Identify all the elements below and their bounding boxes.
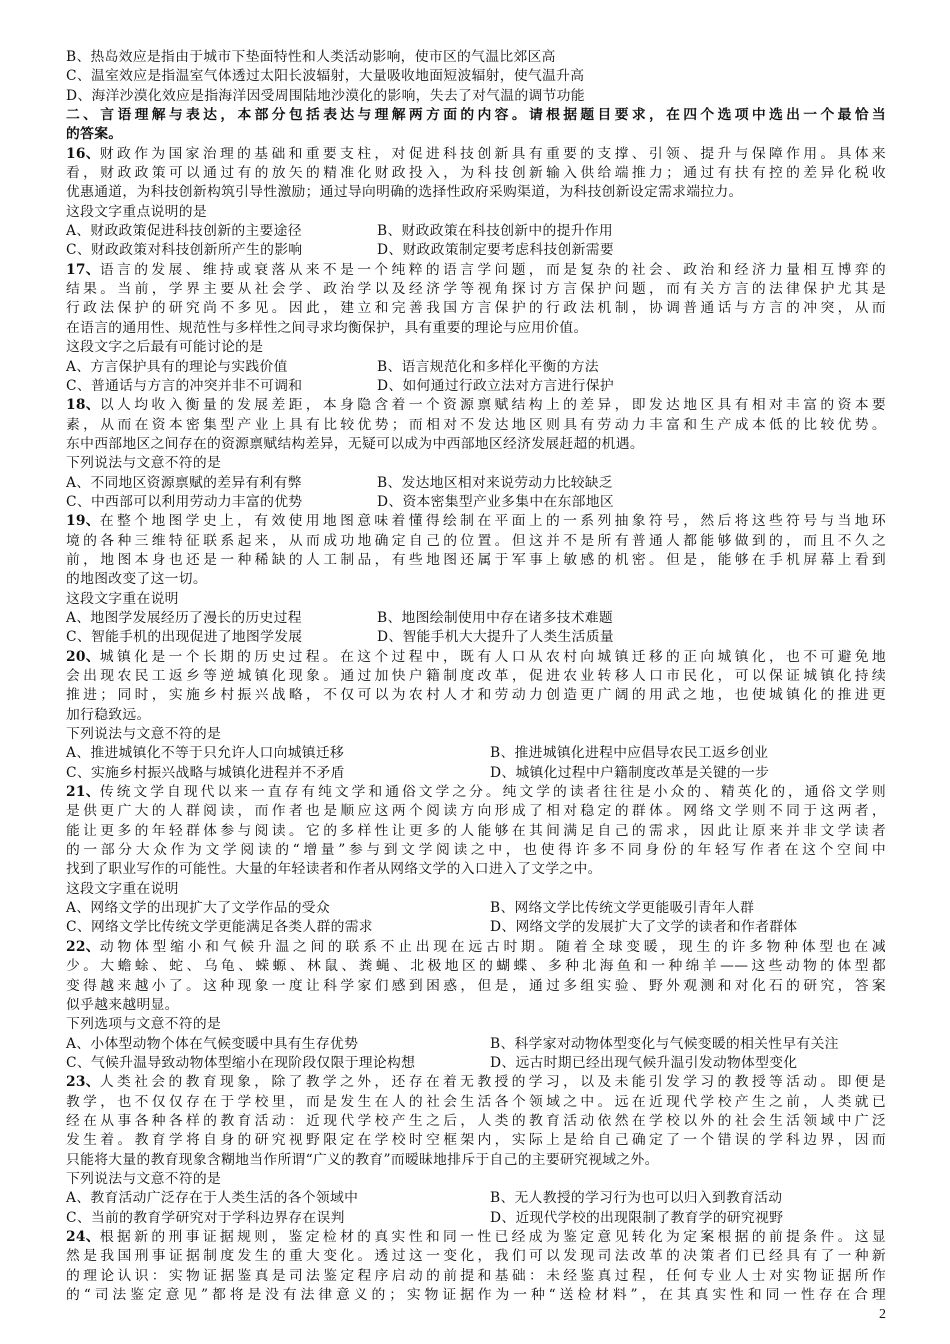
option-row xyxy=(66,609,886,628)
answer-option[interactable]: C、中西部可以利用劳动力丰富的优势 xyxy=(66,493,303,510)
question-number: 21、 xyxy=(66,784,100,801)
option-row xyxy=(66,764,886,783)
answer-option[interactable]: B、无人教授的学习行为也可以归入到教育活动 xyxy=(490,1190,783,1207)
question-text-line: 经在从事各种各样的教育活动：近现代学校产生之后，人类的教育活动依然在学校以外的社会生活领域中广泛 xyxy=(66,1112,886,1129)
question-23 xyxy=(66,1073,886,1228)
answer-option[interactable]: C、智能手机的出现促进了地图学发展 xyxy=(66,629,303,646)
option-row xyxy=(66,628,886,647)
answer-option[interactable]: D、财政政策制定要考虑科技创新需要 xyxy=(377,242,614,259)
option-row xyxy=(66,1035,886,1054)
answer-option[interactable]: B、推进城镇化进程中应倡导农民工返乡创业 xyxy=(490,745,769,762)
answer-option[interactable]: D、近现代学校的出现限制了教育学的研究视野 xyxy=(490,1209,784,1226)
question-text: 根据新的刑事证据规则，鉴定检材的真实性和同一性已经成为鉴定意见转化为定案根据的前提条件。这显 xyxy=(99,1228,886,1245)
answer-option[interactable]: D、远古时期已经出现气候升温引发动物体型变化 xyxy=(490,1054,798,1071)
question-text-line: 素，从而在资本密集型产业上具有比较优势；而相对不发达地区则具有劳动力丰富和生产成本低的比较优势。 xyxy=(66,416,886,433)
question-text-line: 的理论认识：实物证据鉴真是司法鉴定程序启动的前提和基础：未经鉴真过程，任何专业人士对实物证据所作 xyxy=(66,1267,886,1284)
question-list xyxy=(66,145,886,1306)
question-text-line: 境的各种三维特征联系起来，从而成功地确定自己的位置。但这并不是所有普通人都能够做到的，而且不久之 xyxy=(66,532,886,549)
question-first-line xyxy=(66,783,886,802)
option-row xyxy=(66,241,886,260)
answer-option[interactable]: C、普通话与方言的冲突并非不可调和 xyxy=(66,377,303,394)
question-text-line: 似乎越来越明显。 xyxy=(66,996,179,1013)
question-number: 19、 xyxy=(66,513,100,530)
answer-option[interactable]: A、方言保护具有的理论与实践价值 xyxy=(66,358,288,375)
question-number: 16、 xyxy=(66,145,100,162)
question-text: 语言的发展、维持或衰落从来不是一个纯粹的语言学问题，而是复杂的社会、政治和经济力量相互博弈的 xyxy=(99,261,886,278)
option-row xyxy=(66,358,886,377)
answer-option[interactable]: D、资本密集型产业多集中在东部地区 xyxy=(377,493,614,510)
option-row xyxy=(66,899,886,918)
question-text-line: 的“司法鉴定意见”都将是没有法律意义的；实物证据作为一种“送检材料”，在其真实性和同一性存在合理 xyxy=(66,1287,886,1303)
question-text: 在整个地图学史上，有效使用地图意味着懂得绘制在平面上的一系列抽象符号，然后将这些符号与当地环 xyxy=(99,513,886,530)
page-number: 2 xyxy=(879,1307,886,1322)
answer-option[interactable]: C、气候升温导致动物体型缩小在现阶段仅限于理论构想 xyxy=(66,1054,416,1071)
question-first-line xyxy=(66,396,886,415)
answer-option[interactable]: D、智能手机大大提升了人类生活质量 xyxy=(377,629,614,646)
answer-option[interactable]: D、如何通过行政立法对方言进行保护 xyxy=(377,377,614,394)
question-text-line: 是供更广大的人群阅读，而作者也是顺应这两个阅读方向形成了相对稳定的群体。网络文学则不同于这两者， xyxy=(66,803,886,820)
question-21 xyxy=(66,783,886,938)
question-text-line: 加行稳致远。 xyxy=(66,706,151,723)
question-text-line: 能让更多的年轻群体参与阅读。它的多样性让更多的人能够在其间满足自己的需求，因此让原来并非文学读者 xyxy=(66,822,886,839)
prev-option-d: D、海洋沙漠化效应是指海洋因受周围陆地沙漠化的影响，失去了对气温的调节功能 xyxy=(66,87,585,104)
question-first-line xyxy=(66,1228,886,1247)
question-text-line: 变得越来越小了。这种现象一度让科学家们感到困惑，但是，通过多组实验、野外观测和对化石的研究，答案 xyxy=(66,977,886,994)
question-stem: 这段文字重点说明的是 xyxy=(66,203,207,220)
answer-option[interactable]: C、财政政策对科技创新所产生的影响 xyxy=(66,242,303,259)
question-text: 财政作为国家治理的基础和重要支柱，对促进科技创新具有重要的支撑、引领、提升与保障作用。具体来 xyxy=(99,145,886,162)
question-first-line xyxy=(66,938,886,957)
question-text: 城镇化是一个长期的历史过程。在这个过程中，既有人口从农村向城镇迁移的正向城镇化，也不可避免地 xyxy=(99,648,886,665)
question-24 xyxy=(66,1228,886,1305)
question-17 xyxy=(66,261,886,396)
question-number: 23、 xyxy=(66,1074,100,1091)
question-text-line: 发生着。教育学将自身的研究视野限定在学校时空框架内，实际上是给自己确定了一个错误的学科边界，因而 xyxy=(66,1132,886,1149)
question-text-line: 找到了职业写作的可能性。大量的年轻读者和作者从网络文学的入口进入了文学之中。 xyxy=(66,861,602,878)
prev-option-c: C、温室效应是指温室气体透过太阳长波辐射，大量吸收地面短波辐射，使气温升高 xyxy=(66,68,585,85)
question-number: 20、 xyxy=(66,648,100,665)
section-heading-line-2: 的答案。 xyxy=(66,126,123,143)
question-text: 传统文学自现代以来一直存有纯文学和通俗文学之分。纯文学的读者往往是小众的、精英化的，通俗文学则 xyxy=(99,784,886,801)
answer-option[interactable]: A、不同地区资源禀赋的差异有利有弊 xyxy=(66,474,302,491)
question-text-line: 优惠通道，为科技创新构筑引导性激励；通过导向明确的选择性政府采购渠道，为科技创新设定需求端拉力。 xyxy=(66,184,743,201)
question-text-line: 只能将大量的教育现象含糊地当作所谓“广义的教育”而暧昧地排斥于自己的主要研究视域之外。 xyxy=(66,1151,659,1168)
section-heading-line-1: 二、言语理解与表达，本部分包括表达与理解两方面的内容。请根据题目要求，在四个选项中选出一个最恰当 xyxy=(66,107,886,124)
question-stem: 下列说法与文意不符的是 xyxy=(66,726,222,743)
answer-option[interactable]: C、实施乡村振兴战略与城镇化进程并不矛盾 xyxy=(66,764,345,781)
question-text-line: 会出现农民工返乡等逆城镇化现象。通过加快户籍制度改革，促进农业转移人口市民化，可以保证城镇化持续 xyxy=(66,668,886,684)
option-row xyxy=(66,377,886,396)
answer-option[interactable]: A、地图学发展经历了漫长的历史过程 xyxy=(66,609,302,626)
question-19 xyxy=(66,512,886,647)
question-18 xyxy=(66,396,886,512)
answer-option[interactable]: B、地图绘制使用中存在诸多技术难题 xyxy=(377,609,613,626)
question-number: 24、 xyxy=(66,1228,100,1245)
answer-option[interactable]: B、网络文学比传统文学更能吸引青年人群 xyxy=(490,900,755,917)
question-text-line: 教学，也不仅仅存在于学校里，而是发生在人的社会生活各个领域之中。远在近现代学校产生之前，人类就已 xyxy=(66,1093,886,1110)
question-text: 动物体型缩小和气候升温之间的联系不止出现在远古时期。随着全球变暖，现生的许多物种体型也在减 xyxy=(99,938,886,955)
question-stem: 这段文字重在说明 xyxy=(66,590,179,607)
answer-option[interactable]: A、小体型动物个体在气候变暖中具有生存优势 xyxy=(66,1035,359,1052)
question-first-line xyxy=(66,145,886,164)
question-stem: 下列选项与文意不符的是 xyxy=(66,1016,222,1033)
answer-option[interactable]: A、教育活动广泛存在于人类生活的各个领域中 xyxy=(66,1190,359,1207)
question-text-line: 然是我国刑事证据制度发生的重大变化。透过这一变化，我们可以发现司法改革的决策者们已经具有了一种新 xyxy=(66,1248,886,1265)
question-text-line: 少。大蟾蜍、蛇、乌龟、蝾螈、林鼠、粪蝇、北极地区的蝴蝶、多种北海鱼和一种绵羊——这些动物的体型都 xyxy=(66,958,886,975)
option-row xyxy=(66,1189,886,1208)
question-text: 人类社会的教育现象，除了教学之外，还存在着无教授的学习，以及未能引发学习的教授等活动。即便是 xyxy=(99,1074,886,1091)
option-row xyxy=(66,474,886,493)
question-text-line: 看，财政政策可以通过有的放矢的精准化财政投入，为科技创新输入供给端推力；通过有扶有控的差异化税收 xyxy=(66,165,886,182)
question-stem: 这段文字之后最有可能讨论的是 xyxy=(66,339,264,356)
question-text-line: 行政法保护的研究尚不多见。因此，建立和完善我国方言保护的行政法机制，协调普通话与方言的冲突，从而 xyxy=(66,300,886,317)
question-text-line: 东中西部地区之间存在的资源禀赋结构差异，无疑可以成为中西部地区经济发展赶超的机遇。 xyxy=(66,435,644,452)
question-text: 以人均收入衡量的发展差距，本身隐含着一个资源禀赋结构上的差异，即发达地区具有相对丰富的资本要 xyxy=(99,397,886,414)
answer-option[interactable]: A、财政政策促进科技创新的主要途径 xyxy=(66,223,302,240)
question-text-line: 的一部分大众作为文学阅读的“增量”参与到文学阅读之中，也使得许多不同身份的年轻写作者在这个空间中 xyxy=(66,842,886,859)
question-text-line: 在语言的通用性、规范性与多样性之间寻求均衡保护，具有重要的理论与应用价值。 xyxy=(66,319,588,336)
question-stem: 下列说法与文意不符的是 xyxy=(66,455,222,472)
question-20 xyxy=(66,648,886,783)
answer-option[interactable]: B、语言规范化和多样化平衡的方法 xyxy=(377,358,599,375)
question-22 xyxy=(66,938,886,1073)
option-row xyxy=(66,918,886,937)
prev-option-b: B、热岛效应是指由于城市下垫面特性和人类活动影响，使市区的气温比郊区高 xyxy=(66,49,556,65)
page-content xyxy=(66,48,886,1305)
option-row xyxy=(66,744,886,763)
answer-option[interactable]: A、网络文学的出现扩大了文学作品的受众 xyxy=(66,900,331,917)
answer-option[interactable]: B、财政政策在科技创新中的提升作用 xyxy=(377,223,613,240)
question-first-line xyxy=(66,1073,886,1092)
option-row xyxy=(66,1054,886,1073)
option-row xyxy=(66,493,886,512)
answer-option[interactable]: B、科学家对动物体型变化与气候变暖的相关性早有关注 xyxy=(490,1035,839,1052)
option-row xyxy=(66,222,886,241)
question-stem: 下列说法与文意不符的是 xyxy=(66,1170,222,1187)
answer-option[interactable]: A、推进城镇化不等于只允许人口向城镇迁移 xyxy=(66,745,345,762)
question-text-line: 推进；同时，实施乡村振兴战略，不仅可以为农村人才和劳动力创造更广阔的用武之地，也使城镇化的推进更 xyxy=(66,687,886,704)
answer-option[interactable]: D、城镇化过程中户籍制度改革是关键的一步 xyxy=(490,764,770,781)
question-first-line xyxy=(66,512,886,531)
question-number: 22、 xyxy=(66,938,100,955)
question-text-line: 的地图改变了这一切。 xyxy=(66,571,207,588)
question-text-line: 前，地图本身也还是一种稀缺的人工制品，有些地图还属于军事上敏感的机密。但是，能够在手机屏幕上看到 xyxy=(66,551,886,568)
answer-option[interactable]: C、当前的教育学研究对于学科边界存在误判 xyxy=(66,1209,345,1226)
question-stem: 这段文字重在说明 xyxy=(66,880,179,897)
option-row xyxy=(66,1209,886,1228)
question-number: 17、 xyxy=(66,261,100,278)
answer-option[interactable]: B、发达地区相对来说劳动力比较缺乏 xyxy=(377,474,613,491)
question-16 xyxy=(66,145,886,261)
question-text-line: 结果。当前，学界主要从社会学、政治学以及经济学等视角探讨方言保护问题，而有关方言的法律保护尤其是 xyxy=(66,281,886,298)
question-number: 18、 xyxy=(66,397,100,414)
question-first-line xyxy=(66,261,886,280)
answer-option[interactable]: D、网络文学的发展扩大了文学的读者和作者群体 xyxy=(490,919,798,936)
answer-option[interactable]: C、网络文学比传统文学更能满足各类人群的需求 xyxy=(66,919,373,936)
question-first-line xyxy=(66,648,886,667)
